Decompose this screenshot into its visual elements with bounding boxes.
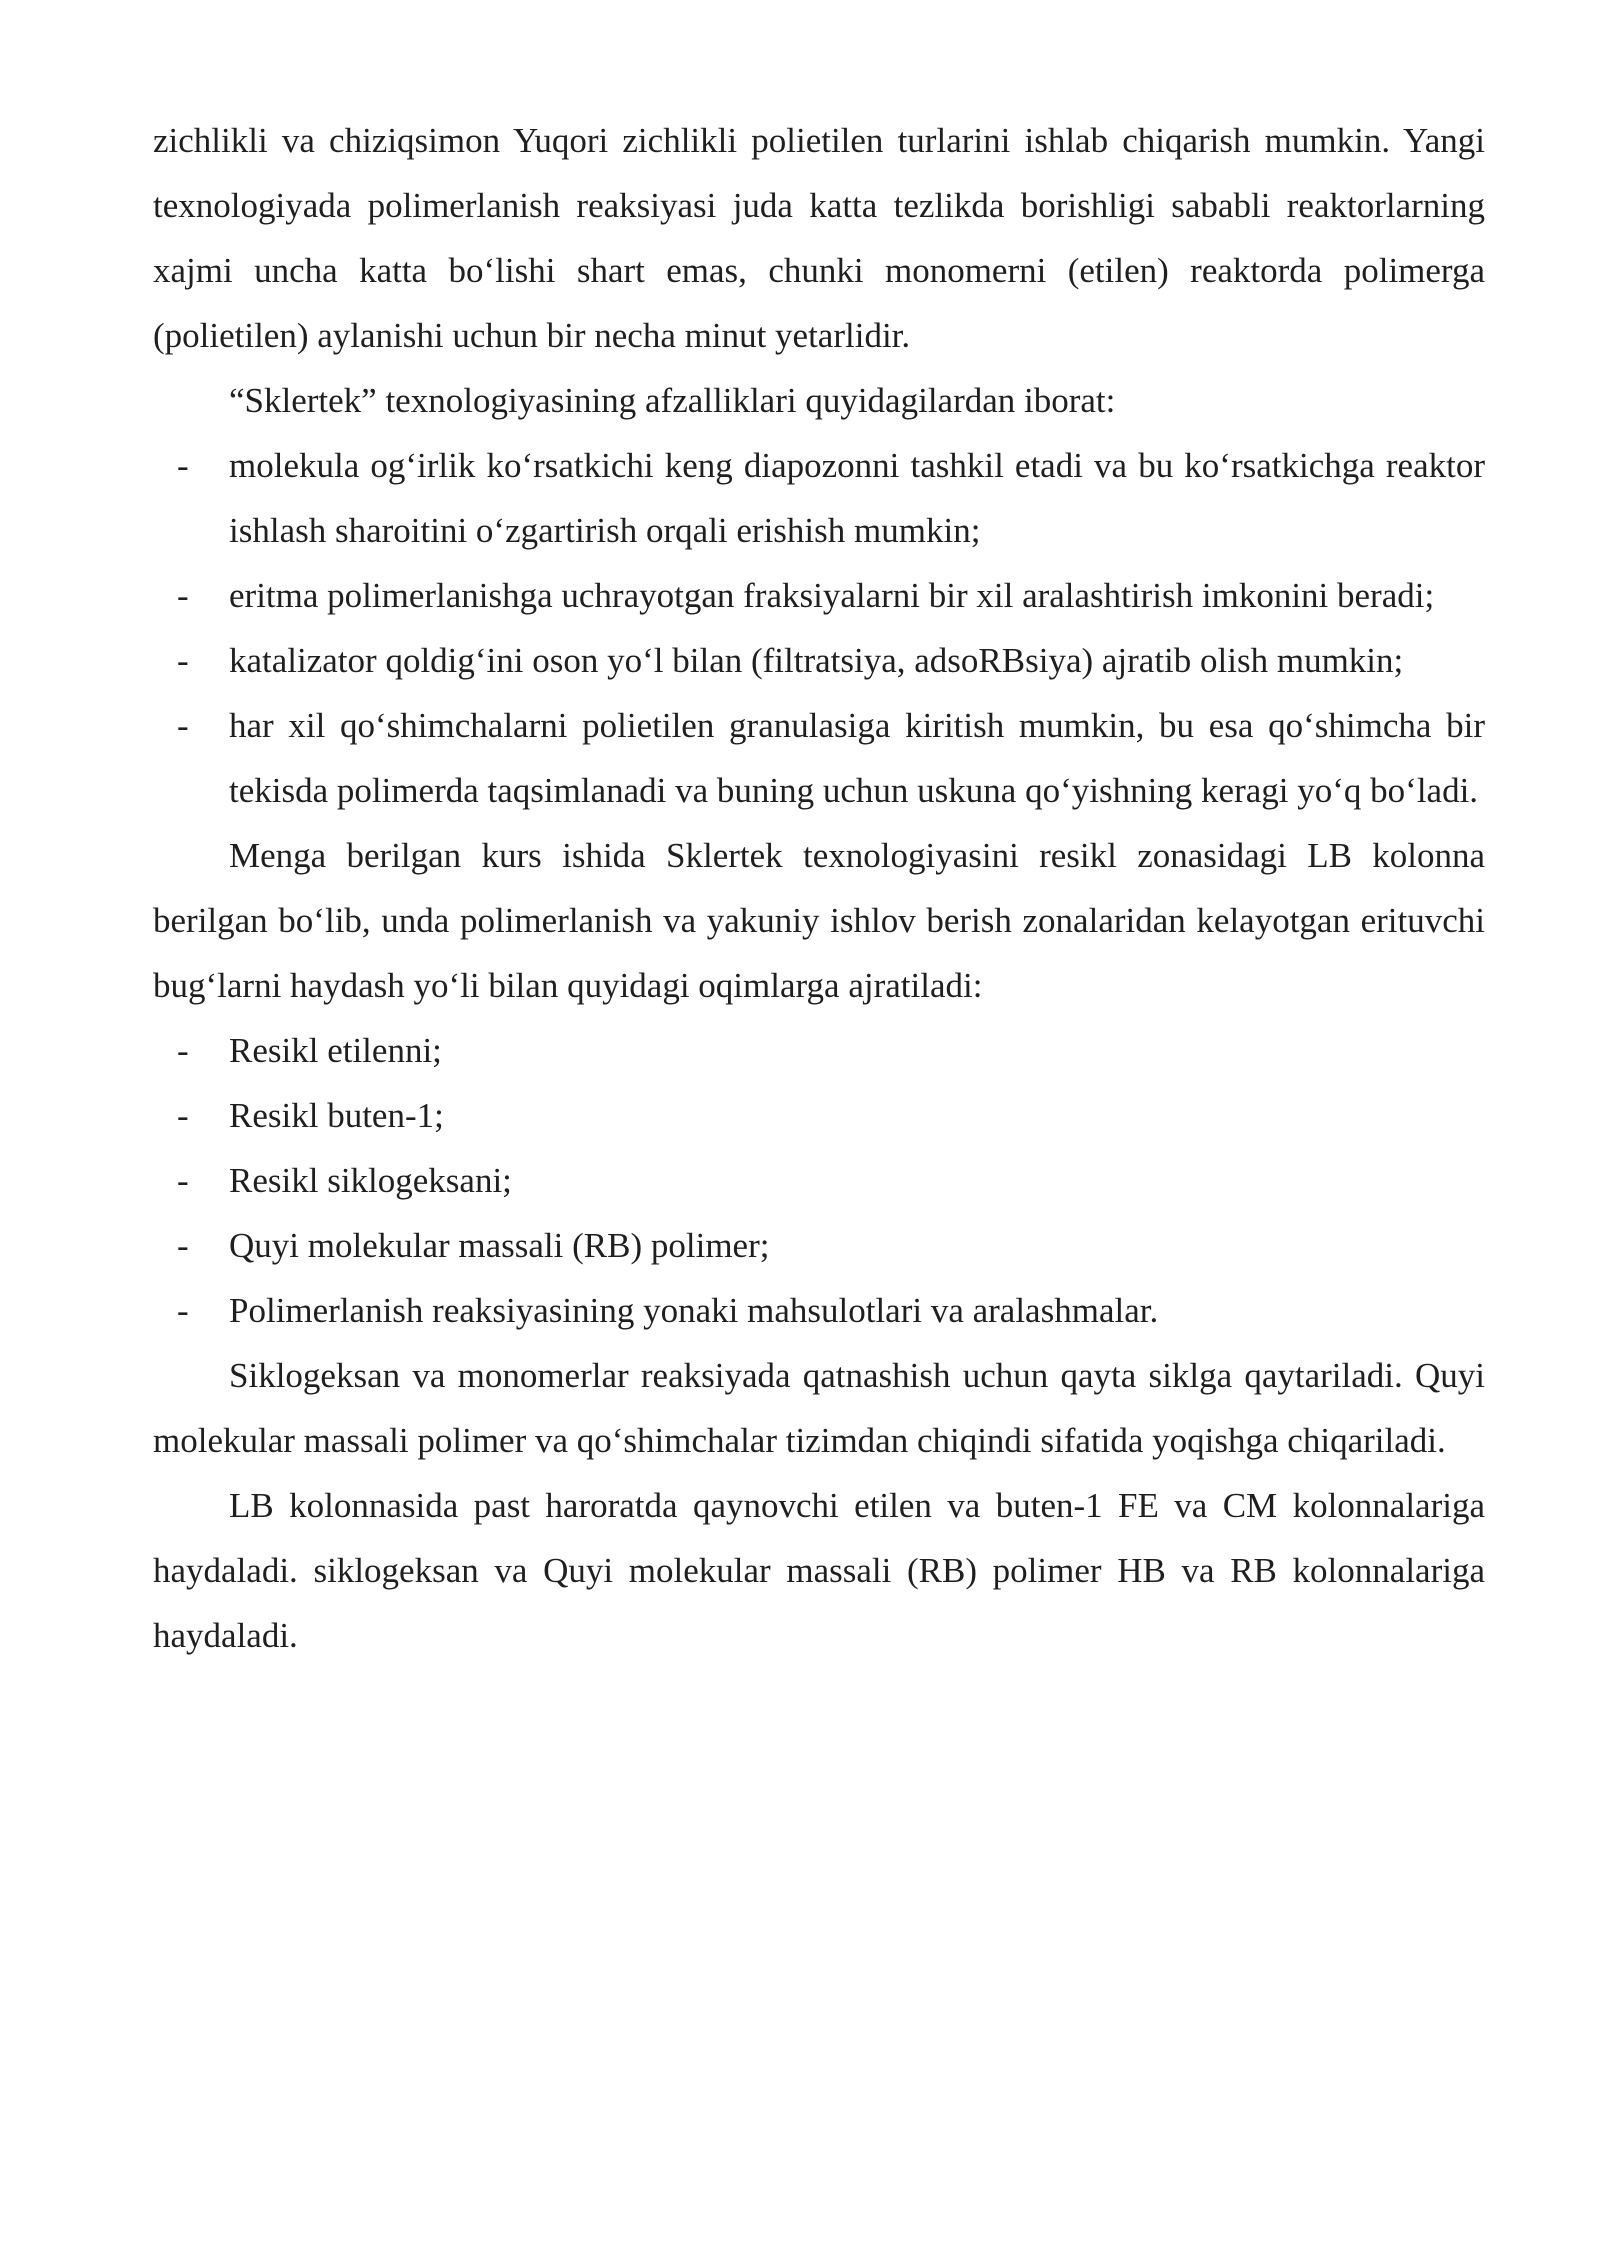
dash-bullet: -: [177, 1031, 189, 1070]
dash-bullet: -: [177, 1226, 189, 1265]
dash-bullet: -: [177, 641, 189, 680]
dash-bullet: -: [177, 1291, 189, 1330]
list-item: [153, 628, 1485, 693]
list-item-text: Resikl siklogeksani;: [229, 1161, 512, 1200]
document-body: [153, 108, 1485, 1668]
paragraph-1: zichlikli va chiziqsimon Yuqori zichlikli polietilen turlarini ishlab chiqarish mumkin. Yangi texnologiyada polimerlanish reaksiyasi juda katta tezlikda borishligi sababli reaktorlarning xajmi uncha katta bo‘lishi shart emas, chunki monomerni (etilen) reaktorda polimerga (polietilen) aylanishi uchun bir necha minut yetarlidir.: [153, 121, 1485, 355]
paragraph-2: “Sklertek” texnologiyasining afzalliklari quyidagilardan iborat:: [229, 381, 1116, 420]
list-item-text: Polimerlanish reaksiyasining yonaki mahsulotlari va aralashmalar.: [229, 1291, 1159, 1330]
list-item: [153, 1018, 1485, 1083]
list-item: [153, 1148, 1485, 1213]
paragraph-3: Menga berilgan kurs ishida Sklertek texnologiyasini resikl zonasidagi LB kolonna berilgan bo‘lib, unda polimerlanish va yakuniy ishlov berish zonalaridan kelayotgan erituvchi bug‘larni haydash yo‘li bilan quyidagi oqimlarga ajratiladi:: [153, 836, 1485, 1005]
list-item-text: molekula og‘irlik ko‘rsatkichi keng diapozonni tashkil etadi va bu ko‘rsatkichga reaktor ishlash sharoitini o‘zgartirish orqali erishish mumkin;: [229, 446, 1485, 550]
list-item-text: Resikl buten-1;: [229, 1096, 444, 1135]
advantages-list: [153, 433, 1485, 823]
streams-list: [153, 1018, 1485, 1343]
dash-bullet: -: [177, 1096, 189, 1135]
dash-bullet: -: [177, 576, 189, 615]
list-item: [153, 563, 1485, 628]
list-item-text: eritma polimerlanishga uchrayotgan fraksiyalarni bir xil aralashtirish imkonini beradi;: [229, 576, 1435, 615]
list-item: [153, 1213, 1485, 1278]
list-item: [153, 1278, 1485, 1343]
dash-bullet: -: [177, 1161, 189, 1200]
dash-bullet: -: [177, 446, 189, 485]
list-item-text: katalizator qoldig‘ini oson yo‘l bilan (filtratsiya, adsoRBsiya) ajratib olish mumkin;: [229, 641, 1404, 680]
list-item-text: Quyi molekular massali (RB) polimer;: [229, 1226, 770, 1265]
paragraph-5: LB kolonnasida past haroratda qaynovchi etilen va buten-1 FE va CM kolonnalariga haydaladi. siklogeksan va Quyi molekular massali (RB) polimer HB va RB kolonnalariga haydaladi.: [153, 1486, 1485, 1655]
paragraph-4: Siklogeksan va monomerlar reaksiyada qatnashish uchun qayta siklga qaytariladi. Quyi molekular massali polimer va qo‘shimchalar tizimdan chiqindi sifatida yoqishga chiqariladi.: [153, 1356, 1485, 1460]
dash-bullet: -: [177, 706, 189, 745]
list-item: [153, 433, 1485, 563]
list-item-text: har xil qo‘shimchalarni polietilen granulasiga kiritish mumkin, bu esa qo‘shimcha bir tekisda polimerda taqsimlanadi va buning uchun uskuna qo‘yishning keragi yo‘q bo‘ladi.: [229, 706, 1485, 810]
list-item: [153, 1083, 1485, 1148]
list-item: [153, 693, 1485, 823]
list-item-text: Resikl etilenni;: [229, 1031, 442, 1070]
